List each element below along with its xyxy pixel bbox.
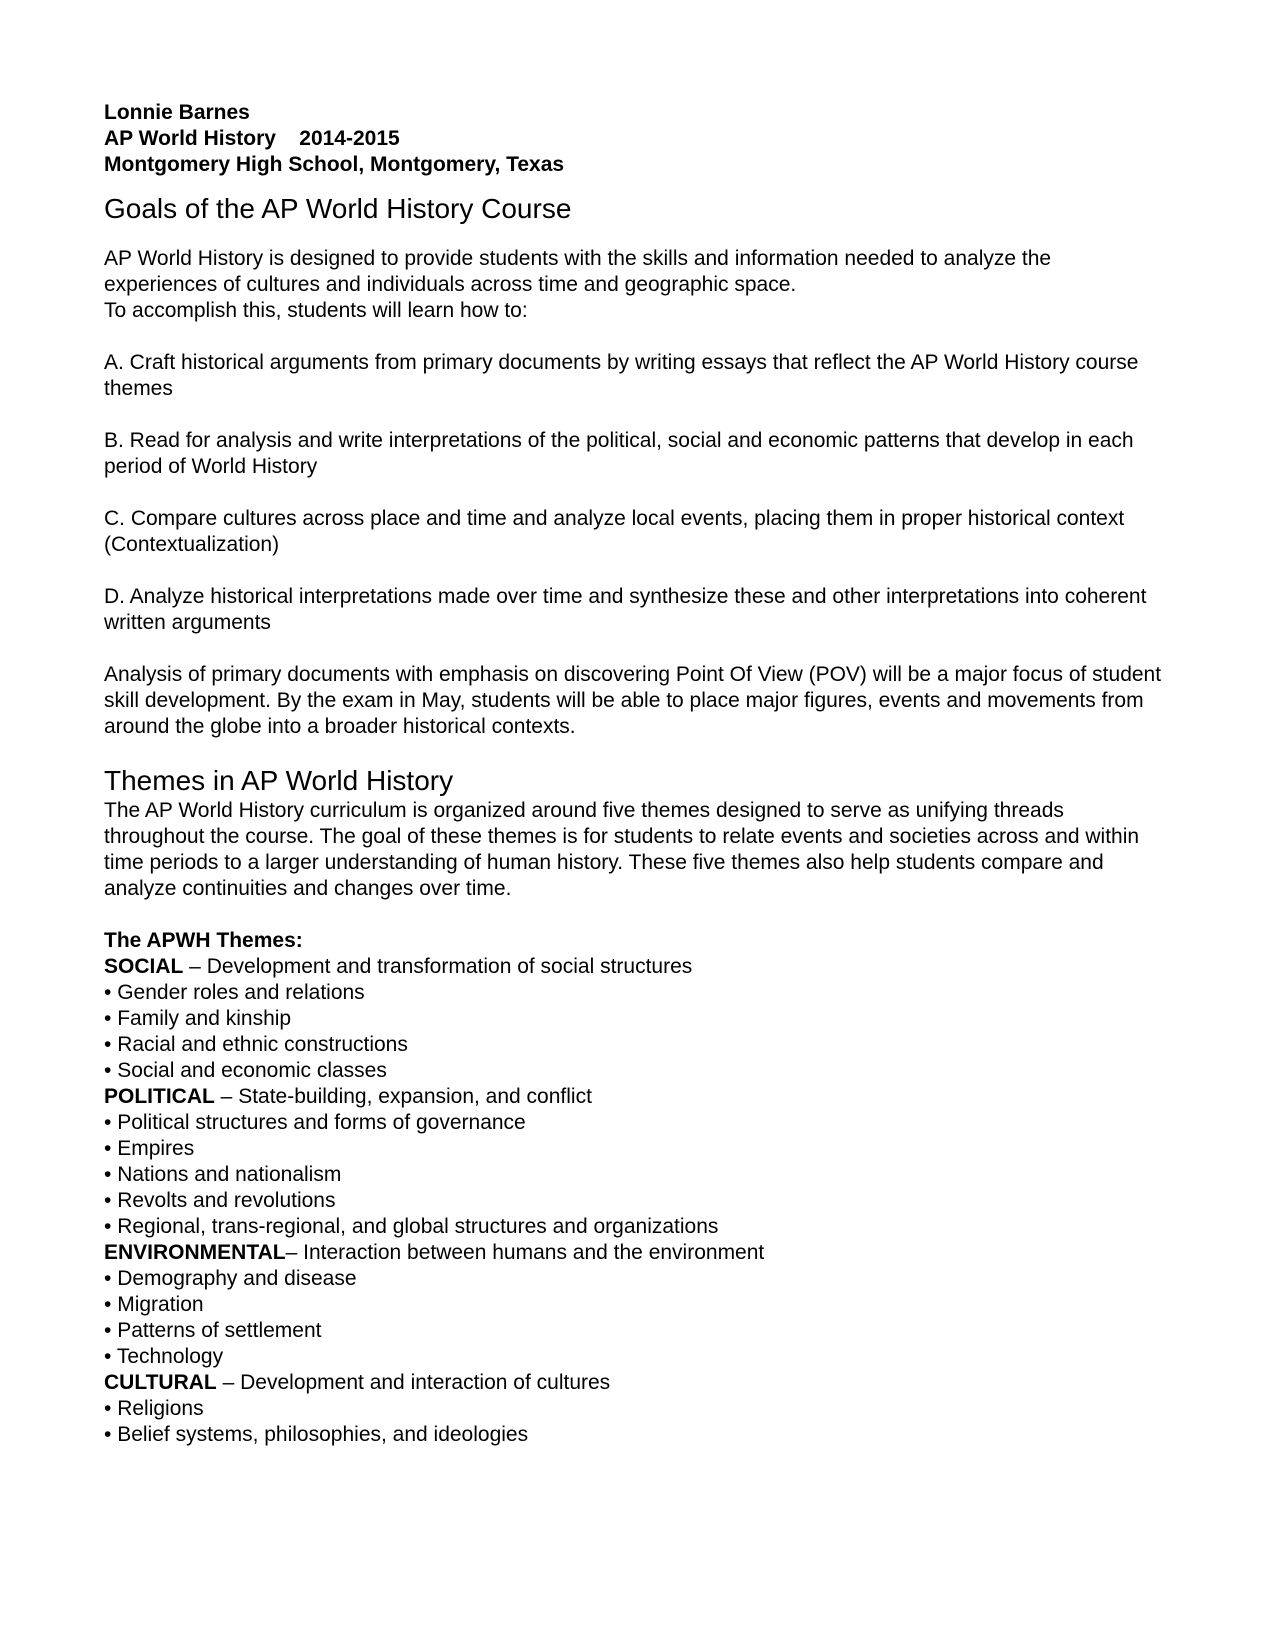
list-item (104, 1136, 1164, 1162)
bullet-icon: • (104, 981, 112, 1004)
bullet-icon: • (104, 1137, 112, 1160)
objective-b: B. Read for analysis and write interpretations of the political, social and economic patterns that develop in each period of World History (104, 429, 1134, 478)
list-item-text: Social and economic classes (117, 1059, 387, 1082)
theme-separator: – (183, 955, 207, 978)
list-item-text: Revolts and revolutions (117, 1189, 336, 1212)
list-item (104, 980, 1164, 1006)
theme-description: Development and transformation of social structures (206, 955, 693, 978)
course-year-line (104, 126, 1164, 152)
objective-c: C. Compare cultures across place and time and analyze local events, placing them in proper historical context (Contextualization) (104, 507, 1125, 556)
themes-list (104, 954, 1164, 1448)
list-item-text: Political structures and forms of governance (117, 1111, 526, 1134)
theme-block-social (104, 954, 1164, 1084)
theme-block-political (104, 1084, 1164, 1240)
list-item-text: Family and kinship (117, 1007, 292, 1030)
list-item-text: Racial and ethnic constructions (117, 1033, 408, 1056)
bullet-icon: • (104, 1007, 112, 1030)
theme-heading-line (104, 1240, 1164, 1266)
theme-heading-line (104, 1370, 1164, 1396)
list-item (104, 1318, 1164, 1344)
list-item (104, 1162, 1164, 1188)
list-item-text: Regional, trans-regional, and global structures and organizations (117, 1215, 719, 1238)
list-item-text: Belief systems, philosophies, and ideologies (117, 1423, 529, 1446)
bullet-icon: • (104, 1345, 112, 1368)
list-item (104, 1266, 1164, 1292)
bullet-icon: • (104, 1215, 112, 1238)
list-item (104, 1292, 1164, 1318)
theme-separator: – (285, 1241, 304, 1264)
list-item (104, 1422, 1164, 1448)
bullet-icon: • (104, 1319, 112, 1342)
theme-name: POLITICAL (104, 1085, 215, 1108)
objective-a: A. Craft historical arguments from primary documents by writing essays that reflect the AP World History course themes (104, 351, 1139, 400)
course-name: AP World History (104, 127, 276, 150)
bullet-icon: • (104, 1267, 112, 1290)
goals-heading: Goals of the AP World History Course (104, 193, 572, 224)
school-name: Montgomery High School, Montgomery, Texas (104, 153, 565, 176)
bullet-icon: • (104, 1033, 112, 1056)
analysis-paragraph: Analysis of primary documents with emphasis on discovering Point Of View (POV) will be a major focus of student skill development. By the exam in May, students will be able to place major figures, events and movements from around the globe into a broader historical contexts. (104, 663, 1162, 738)
bullet-icon: • (104, 1397, 112, 1420)
theme-description: State-building, expansion, and conflict (238, 1085, 592, 1108)
goals-intro-lead: To accomplish this, students will learn how to: (104, 299, 528, 322)
list-item-text: Nations and nationalism (117, 1163, 342, 1186)
theme-separator: – (216, 1371, 241, 1394)
theme-items-list (104, 1110, 1164, 1240)
list-item (104, 1110, 1164, 1136)
list-item (104, 1058, 1164, 1084)
theme-name: ENVIRONMENTAL (104, 1241, 286, 1264)
bullet-icon: • (104, 1163, 112, 1186)
list-item (104, 1006, 1164, 1032)
theme-name: SOCIAL (104, 955, 184, 978)
bullet-icon: • (104, 1293, 112, 1316)
theme-items-list (104, 1396, 1164, 1448)
document-header (104, 100, 1164, 178)
list-item-text: Empires (117, 1137, 195, 1160)
goals-intro: AP World History is designed to provide students with the skills and information needed to analyze the experiences of cultures and individuals across time and geographic space. (104, 247, 1052, 296)
theme-separator: – (214, 1085, 239, 1108)
document-page (104, 100, 1164, 1448)
list-item (104, 1396, 1164, 1422)
themes-heading: Themes in AP World History (104, 765, 454, 796)
list-item-text: Religions (117, 1397, 204, 1420)
theme-block-cultural (104, 1370, 1164, 1448)
list-item (104, 1032, 1164, 1058)
apwh-themes-label: The APWH Themes: (104, 929, 303, 952)
list-item (104, 1188, 1164, 1214)
theme-description: Interaction between humans and the environment (303, 1241, 765, 1264)
theme-heading-line (104, 1084, 1164, 1110)
bullet-icon: • (104, 1189, 112, 1212)
list-item-text: Patterns of settlement (117, 1319, 322, 1342)
theme-block-environmental (104, 1240, 1164, 1370)
school-year: 2014-2015 (299, 127, 400, 150)
theme-description: Development and interaction of cultures (240, 1371, 611, 1394)
themes-intro: The AP World History curriculum is organized around five themes designed to serve as unifying threads throughout the course. The goal of these themes is for students to relate events and societies across and within time periods to a larger understanding of human history. These five themes also help students compare and analyze continuities and changes over time. (104, 799, 1140, 900)
list-item-text: Technology (116, 1345, 224, 1368)
objective-d: D. Analyze historical interpretations made over time and synthesize these and other interpretations into coherent written arguments (104, 585, 1147, 634)
bullet-icon: • (104, 1059, 112, 1082)
list-item-text: Demography and disease (117, 1267, 357, 1290)
list-item-text: Gender roles and relations (117, 981, 365, 1004)
author-name: Lonnie Barnes (104, 101, 250, 124)
theme-items-list (104, 980, 1164, 1084)
list-item-text: Migration (117, 1293, 204, 1316)
theme-items-list (104, 1266, 1164, 1370)
bullet-icon: • (104, 1423, 112, 1446)
list-item (104, 1344, 1164, 1370)
bullet-icon: • (104, 1111, 112, 1134)
theme-name: CULTURAL (104, 1371, 217, 1394)
theme-heading-line (104, 954, 1164, 980)
list-item (104, 1214, 1164, 1240)
